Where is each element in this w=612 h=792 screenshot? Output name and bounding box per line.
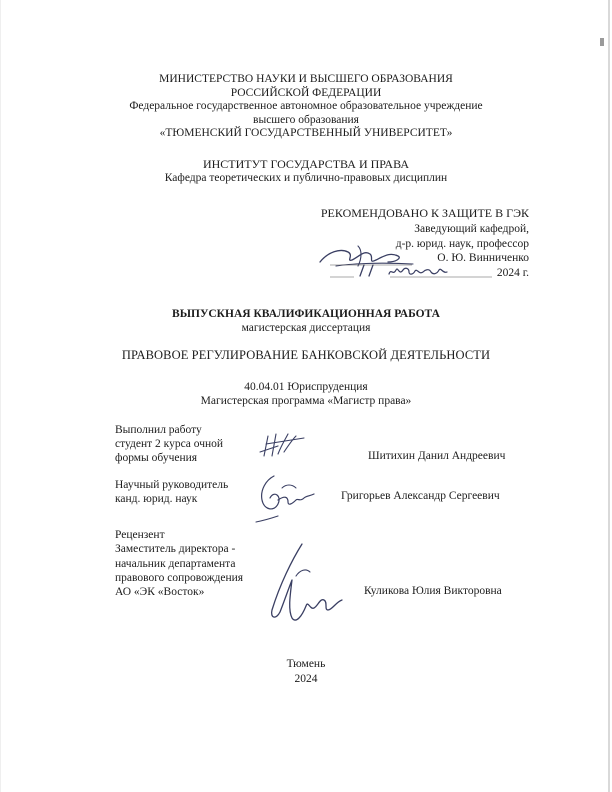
author-label-line3: формы обучения [115, 452, 198, 464]
approval-lines [330, 260, 520, 280]
footer-city: Тюмень [286, 658, 326, 670]
specialty-code: 40.04.01 Юриспруденция [244, 381, 368, 393]
work-topic: ПРАВОВОЕ РЕГУЛИРОВАНИЕ БАНКОВСКОЙ ДЕЯТЕЛЬНОСТИ [121, 348, 491, 362]
supervisor-label [115, 478, 228, 506]
header-block [0, 73, 612, 141]
approval-name: О. Ю. Винниченко [437, 252, 529, 264]
specialty-block [0, 381, 612, 408]
approval-degree: д-р. юрид. наук, профессор [395, 238, 529, 250]
approval-date-year: 2024 г. [496, 267, 529, 279]
university-name: «ТЮМЕНСКИЙ ГОСУДАРСТВЕННЫЙ УНИВЕРСИТЕТ» [159, 127, 453, 139]
author-label [115, 423, 223, 465]
ministry-line2: РОССИЙСКОЙ ФЕДЕРАЦИИ [230, 86, 382, 99]
program-name: Магистерская программа «Магистр права» [200, 394, 412, 407]
reviewer-label-line1: Рецензент [115, 529, 165, 541]
author-name: Шитихин Данил Андреевич [368, 450, 506, 462]
supervisor-label-line2: канд. юрид. наук [115, 493, 198, 505]
work-title-block [0, 308, 612, 335]
reviewer-label-line2: Заместитель директора - [115, 543, 236, 556]
supervisor-name: Григорьев Александр Сергеевич [341, 490, 500, 502]
footer-year: 2024 [294, 673, 318, 685]
author-signature [258, 430, 308, 462]
reviewer-label-line4: правового сопровождения [115, 571, 244, 584]
scan-mark [600, 38, 604, 46]
reviewer-name: Куликова Юлия Викторовна [364, 585, 502, 597]
institution-line2: высшего образования [253, 113, 359, 126]
institution-line1: Федеральное государственное автономное образовательное учреждение [129, 100, 483, 112]
supervisor-label-line1: Научный руководитель [115, 479, 229, 491]
reviewer-label-line5: АО «ЭК «Восток» [115, 586, 205, 599]
reviewer-label-line3: начальник департамента [115, 557, 236, 570]
author-label-line1: Выполнил работу [115, 424, 202, 436]
reviewer-signature [262, 540, 352, 630]
ministry-line1: МИНИСТЕРСТВО НАУКИ И ВЫСШЕГО ОБРАЗОВАНИЯ [159, 73, 453, 85]
work-subtype: магистерская диссертация [241, 321, 371, 334]
department-name: Кафедра теоретических и публично-правовых дисциплин [164, 171, 448, 184]
approval-position: Заведующий кафедрой, [414, 223, 529, 235]
institute-block [0, 158, 612, 185]
work-type: ВЫПУСКНАЯ КВАЛИФИКАЦИОННАЯ РАБОТА [172, 308, 440, 320]
reviewer-label [115, 528, 243, 599]
supervisor-signature [252, 470, 322, 528]
approval-title: РЕКОМЕНДОВАНО К ЗАЩИТЕ В ГЭК [320, 206, 529, 220]
author-label-line2: студент 2 курса очной [115, 438, 224, 450]
institute-name: ИНСТИТУТ ГОСУДАРСТВА И ПРАВА [202, 157, 410, 171]
footer-block [0, 658, 612, 687]
